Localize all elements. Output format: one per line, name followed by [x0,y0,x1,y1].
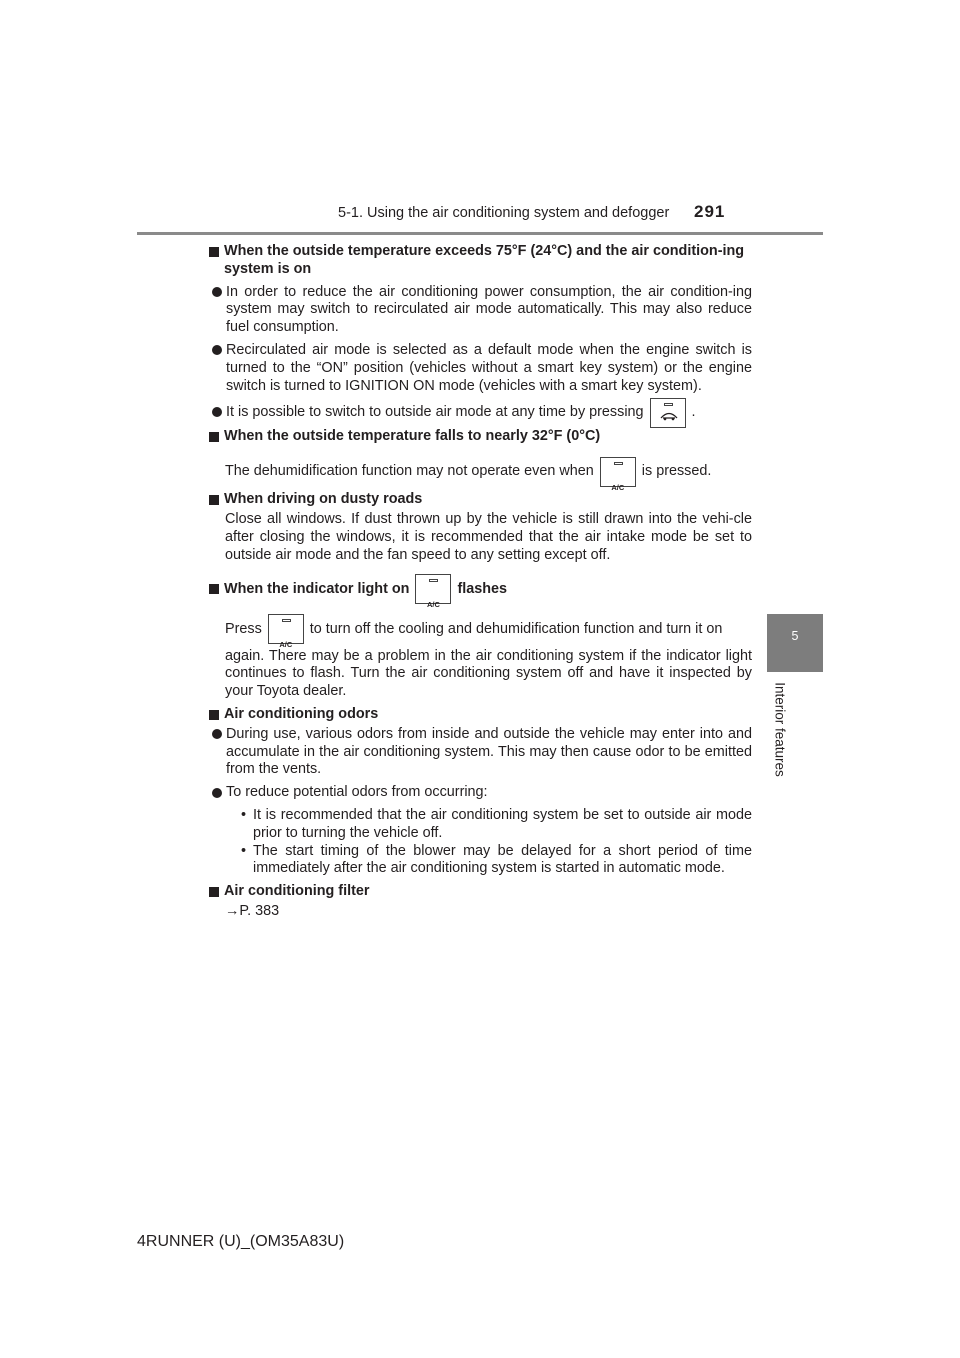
ac-button-icon: A/C [600,457,636,487]
bullet-odors-enter: During use, various odors from inside and outside the vehicle may enter into and accumulate in the air conditioning system. This may then cause odor to be emitted from the vents. [212,726,752,779]
square-bullet-icon [209,710,219,720]
round-bullet-icon [212,729,222,739]
section-title: 5-1. Using the air conditioning system and defogger [338,205,670,221]
round-bullet-icon [212,287,222,297]
ac-button-icon: A/C [415,574,451,604]
page-reference-link[interactable]: →P. 383 [225,902,280,919]
header-rule [137,232,823,235]
heading-indicator-flashes: When the indicator light on A/C flashes [209,573,752,605]
paragraph-press-ac: Press A/C to turn off the cooling and dehumidification function and turn it on [225,613,752,645]
heading-outside-temp-falls: When the outside temperature falls to nearly 32°F (0°C) [209,428,752,446]
outside-air-mode-button-icon [650,398,686,428]
square-bullet-icon [209,247,219,257]
heading-dusty-roads: When driving on dusty roads [209,491,752,509]
footer-model-code: 4RUNNER (U)_(OM35A83U) [137,1233,345,1250]
page-content [210,243,752,921]
heading-ac-odors: Air conditioning odors [209,706,752,724]
round-bullet-icon [212,788,222,798]
paragraph-dusty-roads: Close all windows. If dust thrown up by the vehicle is still drawn into the vehi-cle after closing the windows, it is recommended that the air intake mode be set to outside air mode and the fan speed to any setting except off. [225,511,752,563]
square-bullet-icon [209,887,219,897]
square-bullet-icon [209,584,219,594]
paragraph-dehumidification: The dehumidification function may not operate even when A/C is pressed. [225,455,752,487]
round-bullet-icon [212,407,222,417]
paragraph-indicator-problem: again. There may be a problem in the air conditioning system if the indicator light continues to flash. Turn the air conditioning system off and have it inspected by your Toyota dealer. [225,647,752,700]
square-bullet-icon [209,432,219,442]
bullet-recirculated-default: Recirculated air mode is selected as a default mode when the engine switch is turned to the “ON” position (vehicles without a smart key system) or the engine switch is turned to IGNITION ON mode (vehicles with a smart key system). [212,342,752,395]
sub-bullet-outside-air: • It is recommended that the air conditioning system be set to outside air mode prior to turning the vehicle off. [241,806,752,841]
ac-button-icon: A/C [268,614,304,644]
round-bullet-icon [212,345,222,355]
chapter-number: 5 [791,629,799,643]
page-number: 291 [694,202,726,221]
bullet-outside-air-switch: It is possible to switch to outside air mode at any time by pressing . [212,397,752,427]
bullet-reduce-odors: To reduce potential odors from occurring: [212,784,752,802]
heading-ac-filter: Air conditioning filter [209,883,752,901]
heading-outside-temp-exceeds: When the outside temperature exceeds 75°F (24°C) and the air condition-ing system is on [209,243,752,279]
chapter-tab [767,614,823,672]
car-arrow-icon [659,411,679,421]
bullet-power-consumption: In order to reduce the air conditioning power consumption, the air condition-ing system may switch to recirculated air mode automatically. This may also reduce fuel consumption. [212,284,752,337]
square-bullet-icon [209,495,219,505]
chapter-label-container [771,676,787,786]
chapter-label: Interior features [772,682,788,777]
sub-bullet-blower-timing: • The start timing of the blower may be delayed for a short period of time immediately after the air conditioning system is started in automatic mode. [241,842,752,877]
